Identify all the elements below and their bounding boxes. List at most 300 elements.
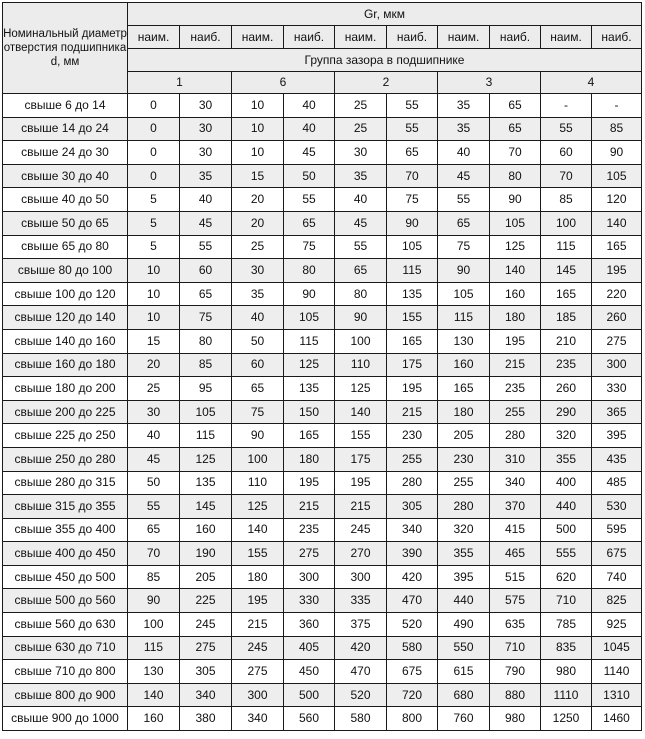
table-row — [3, 518, 642, 542]
min-value-cell: 130 — [438, 329, 490, 353]
max-value-cell: 65 — [490, 94, 541, 118]
table-row — [3, 589, 642, 613]
min-value-cell: 185 — [541, 306, 592, 330]
max-value-cell: 140 — [592, 211, 642, 235]
max-value-cell: 195 — [592, 259, 642, 283]
max-value-cell: 35 — [180, 164, 232, 188]
min-header: наим. — [438, 26, 490, 49]
min-value-cell: 20 — [232, 188, 284, 212]
min-value-cell: 395 — [438, 565, 490, 589]
max-value-cell: 90 — [387, 211, 438, 235]
min-value-cell: 20 — [128, 353, 180, 377]
max-value-cell: 105 — [180, 400, 232, 424]
min-value-cell: 115 — [438, 306, 490, 330]
max-value-cell: 195 — [284, 471, 335, 495]
min-value-cell: 710 — [541, 589, 592, 613]
max-value-cell: 165 — [387, 329, 438, 353]
diameter-range-cell: свыше 500 до 560 — [3, 589, 128, 613]
min-value-cell: 105 — [438, 282, 490, 306]
min-value-cell: 180 — [232, 565, 284, 589]
diameter-range-cell: свыше 140 до 160 — [3, 329, 128, 353]
max-value-cell: 145 — [180, 495, 232, 519]
min-value-cell: 50 — [128, 471, 180, 495]
table-row — [3, 542, 642, 566]
max-value-cell: 710 — [490, 636, 541, 660]
max-value-cell: 160 — [180, 518, 232, 542]
min-value-cell: 760 — [438, 707, 490, 731]
max-value-cell: 675 — [592, 542, 642, 566]
max-value-cell: 520 — [387, 613, 438, 637]
min-value-cell: 155 — [335, 424, 387, 448]
max-value-cell: 70 — [387, 164, 438, 188]
max-value-cell: 175 — [387, 353, 438, 377]
max-value-cell: 245 — [180, 613, 232, 637]
min-value-cell: 65 — [232, 377, 284, 401]
diameter-range-cell: свыше 65 до 80 — [3, 235, 128, 259]
max-value-cell: 230 — [387, 424, 438, 448]
max-value-cell: 405 — [284, 636, 335, 660]
min-value-cell: 420 — [335, 636, 387, 660]
min-value-cell: 340 — [232, 707, 284, 731]
max-value-cell: 675 — [387, 660, 438, 684]
max-value-cell: 65 — [387, 141, 438, 165]
min-value-cell: 45 — [335, 211, 387, 235]
min-header: наим. — [128, 26, 180, 49]
max-value-cell: 800 — [387, 707, 438, 731]
max-value-cell: 125 — [490, 235, 541, 259]
min-value-cell: 45 — [438, 164, 490, 188]
diameter-range-cell: свыше 200 до 225 — [3, 400, 128, 424]
diameter-range-cell: свыше 800 до 900 — [3, 683, 128, 707]
min-value-cell: 65 — [128, 518, 180, 542]
min-value-cell: 90 — [438, 259, 490, 283]
min-value-cell: 15 — [128, 329, 180, 353]
max-value-cell: 560 — [284, 707, 335, 731]
min-value-cell: 90 — [335, 306, 387, 330]
min-value-cell: 320 — [438, 518, 490, 542]
min-value-cell: 1250 — [541, 707, 592, 731]
table-header — [3, 3, 642, 94]
table-row — [3, 683, 642, 707]
min-value-cell: 70 — [128, 542, 180, 566]
max-value-cell: 465 — [490, 542, 541, 566]
max-value-cell: 515 — [490, 565, 541, 589]
min-value-cell: 25 — [128, 377, 180, 401]
max-value-cell: 380 — [180, 707, 232, 731]
max-value-cell: 95 — [180, 377, 232, 401]
min-value-cell: 10 — [232, 117, 284, 141]
max-value-cell: 720 — [387, 683, 438, 707]
min-value-cell: 85 — [128, 565, 180, 589]
min-value-cell: 835 — [541, 636, 592, 660]
max-value-cell: 90 — [284, 282, 335, 306]
min-value-cell: 980 — [541, 660, 592, 684]
min-value-cell: 35 — [438, 94, 490, 118]
max-value-cell: 530 — [592, 495, 642, 519]
min-value-cell: 620 — [541, 565, 592, 589]
max-value-cell: 595 — [592, 518, 642, 542]
diameter-range-cell: свыше 180 до 200 — [3, 377, 128, 401]
max-value-cell: 135 — [180, 471, 232, 495]
diameter-range-cell: свыше 450 до 500 — [3, 565, 128, 589]
max-value-cell: 60 — [180, 259, 232, 283]
min-header: наим. — [335, 26, 387, 49]
max-value-cell: 75 — [284, 235, 335, 259]
min-value-cell: 160 — [128, 707, 180, 731]
group-4-header: 4 — [541, 72, 642, 94]
min-value-cell: 100 — [335, 329, 387, 353]
group-2-header: 2 — [335, 72, 438, 94]
min-value-cell: 10 — [128, 259, 180, 283]
min-value-cell: 500 — [541, 518, 592, 542]
min-value-cell: 400 — [541, 471, 592, 495]
table-row — [3, 447, 642, 471]
max-value-cell: 65 — [490, 117, 541, 141]
max-value-cell: 80 — [284, 259, 335, 283]
min-value-cell: 30 — [232, 259, 284, 283]
min-header: наим. — [541, 26, 592, 49]
min-value-cell: 25 — [335, 94, 387, 118]
max-value-cell: 275 — [592, 329, 642, 353]
min-value-cell: 25 — [232, 235, 284, 259]
max-value-cell: 45 — [180, 211, 232, 235]
diameter-range-cell: свыше 630 до 710 — [3, 636, 128, 660]
diameter-header: Номинальный диаметр отверстия подшипника d, мм — [3, 3, 128, 94]
max-value-cell: 180 — [284, 447, 335, 471]
max-value-cell: 165 — [592, 235, 642, 259]
min-value-cell: 35 — [438, 117, 490, 141]
min-value-cell: 195 — [335, 471, 387, 495]
table-body — [3, 94, 642, 731]
max-value-cell: 390 — [387, 542, 438, 566]
min-value-cell: 440 — [541, 495, 592, 519]
min-value-cell: 5 — [128, 211, 180, 235]
max-value-cell: 220 — [592, 282, 642, 306]
min-value-cell: 35 — [335, 164, 387, 188]
max-value-cell: 340 — [180, 683, 232, 707]
max-value-cell: 310 — [490, 447, 541, 471]
max-value-cell: 105 — [284, 306, 335, 330]
max-value-cell: 825 — [592, 589, 642, 613]
max-value-cell: 30 — [180, 117, 232, 141]
min-value-cell: 5 — [128, 188, 180, 212]
min-value-cell: 550 — [438, 636, 490, 660]
min-value-cell: 300 — [335, 565, 387, 589]
max-value-cell: 75 — [387, 188, 438, 212]
max-value-cell: 80 — [490, 164, 541, 188]
min-value-cell: 215 — [232, 613, 284, 637]
max-value-cell: 980 — [490, 707, 541, 731]
min-value-cell: 115 — [541, 235, 592, 259]
min-value-cell: 10 — [232, 141, 284, 165]
max-value-cell: 215 — [490, 353, 541, 377]
table-row — [3, 141, 642, 165]
min-value-cell: 125 — [335, 377, 387, 401]
min-value-cell: 20 — [232, 211, 284, 235]
table-row — [3, 613, 642, 637]
min-value-cell: 490 — [438, 613, 490, 637]
min-value-cell: 210 — [541, 329, 592, 353]
min-value-cell: 55 — [128, 495, 180, 519]
diameter-range-cell: свыше 710 до 800 — [3, 660, 128, 684]
min-value-cell: 55 — [335, 235, 387, 259]
max-value-cell: 125 — [284, 353, 335, 377]
max-value-cell: 330 — [592, 377, 642, 401]
min-value-cell: 680 — [438, 683, 490, 707]
min-value-cell: 140 — [232, 518, 284, 542]
max-value-cell: 485 — [592, 471, 642, 495]
max-value-cell: 30 — [180, 94, 232, 118]
table-row — [3, 211, 642, 235]
min-value-cell: 5 — [128, 235, 180, 259]
min-value-cell: 180 — [438, 400, 490, 424]
min-value-cell: 355 — [541, 447, 592, 471]
min-value-cell: 205 — [438, 424, 490, 448]
max-value-cell: 105 — [387, 235, 438, 259]
table-row — [3, 400, 642, 424]
max-value-cell: 275 — [180, 636, 232, 660]
max-value-cell: 135 — [387, 282, 438, 306]
max-value-cell: 75 — [180, 306, 232, 330]
diameter-range-cell: свыше 120 до 140 — [3, 306, 128, 330]
diameter-range-cell: свыше 280 до 315 — [3, 471, 128, 495]
min-value-cell: 70 — [541, 164, 592, 188]
max-value-cell: 55 — [284, 188, 335, 212]
min-value-cell: 165 — [541, 282, 592, 306]
max-value-cell: 85 — [180, 353, 232, 377]
max-value-cell: 155 — [387, 306, 438, 330]
min-value-cell: 335 — [335, 589, 387, 613]
max-value-cell: 925 — [592, 613, 642, 637]
table-row — [3, 282, 642, 306]
table-row — [3, 565, 642, 589]
min-value-cell: 160 — [438, 353, 490, 377]
max-value-cell: 115 — [180, 424, 232, 448]
diameter-range-cell: свыше 560 до 630 — [3, 613, 128, 637]
max-value-cell: 40 — [284, 94, 335, 118]
diameter-range-cell: свыше 50 до 65 — [3, 211, 128, 235]
max-value-cell: 1140 — [592, 660, 642, 684]
min-value-cell: 45 — [128, 447, 180, 471]
max-value-cell: 135 — [284, 377, 335, 401]
table-row — [3, 259, 642, 283]
min-value-cell: 90 — [128, 589, 180, 613]
max-value-cell: 105 — [592, 164, 642, 188]
max-value-cell: 85 — [592, 117, 642, 141]
min-value-cell: 130 — [128, 660, 180, 684]
min-value-cell: 320 — [541, 424, 592, 448]
max-value-cell: 80 — [180, 329, 232, 353]
max-value-cell: 45 — [284, 141, 335, 165]
max-value-cell: 50 — [284, 164, 335, 188]
table-row — [3, 117, 642, 141]
diameter-range-cell: свыше 6 до 14 — [3, 94, 128, 118]
min-value-cell: 155 — [232, 542, 284, 566]
max-value-cell: 190 — [180, 542, 232, 566]
max-value-cell: 370 — [490, 495, 541, 519]
min-value-cell: 245 — [335, 518, 387, 542]
max-value-cell: 255 — [490, 400, 541, 424]
min-value-cell: 520 — [335, 683, 387, 707]
min-value-cell: 110 — [335, 353, 387, 377]
max-value-cell: 330 — [284, 589, 335, 613]
max-value-cell: 70 — [490, 141, 541, 165]
min-value-cell: 100 — [232, 447, 284, 471]
max-value-cell: 1310 — [592, 683, 642, 707]
max-value-cell: 55 — [180, 235, 232, 259]
min-value-cell: 40 — [438, 141, 490, 165]
max-value-cell: 1045 — [592, 636, 642, 660]
max-value-cell: 580 — [387, 636, 438, 660]
max-value-cell: 1460 — [592, 707, 642, 731]
table-row — [3, 164, 642, 188]
min-value-cell: 75 — [438, 235, 490, 259]
max-value-cell: 435 — [592, 447, 642, 471]
table-row — [3, 329, 642, 353]
max-value-cell: 340 — [387, 518, 438, 542]
min-value-cell: 100 — [541, 211, 592, 235]
min-value-cell: 90 — [232, 424, 284, 448]
diameter-range-cell: свыше 250 до 280 — [3, 447, 128, 471]
min-value-cell: 60 — [541, 141, 592, 165]
max-value-cell: 55 — [387, 94, 438, 118]
min-value-cell: 60 — [232, 353, 284, 377]
min-header: наим. — [232, 26, 284, 49]
min-value-cell: 230 — [438, 447, 490, 471]
min-value-cell: 260 — [541, 377, 592, 401]
diameter-range-cell: свыше 80 до 100 — [3, 259, 128, 283]
min-value-cell: 0 — [128, 164, 180, 188]
min-value-cell: 65 — [335, 259, 387, 283]
min-value-cell: 140 — [128, 683, 180, 707]
max-value-cell: 790 — [490, 660, 541, 684]
max-value-cell: 30 — [180, 141, 232, 165]
max-value-cell: 40 — [180, 188, 232, 212]
min-value-cell: 275 — [232, 660, 284, 684]
min-value-cell: 290 — [541, 400, 592, 424]
table-row — [3, 424, 642, 448]
min-value-cell: 255 — [438, 471, 490, 495]
min-value-cell: 145 — [541, 259, 592, 283]
max-value-cell: 275 — [284, 542, 335, 566]
min-value-cell: 125 — [232, 495, 284, 519]
max-value-cell: 40 — [284, 117, 335, 141]
min-value-cell: 215 — [335, 495, 387, 519]
max-value-cell: 280 — [490, 424, 541, 448]
max-value-cell: 215 — [387, 400, 438, 424]
max-value-cell: 215 — [284, 495, 335, 519]
min-value-cell: 140 — [335, 400, 387, 424]
max-value-cell: 255 — [387, 447, 438, 471]
max-value-cell: - — [592, 94, 642, 118]
max-value-cell: 635 — [490, 613, 541, 637]
min-value-cell: 245 — [232, 636, 284, 660]
max-value-cell: 235 — [490, 377, 541, 401]
max-value-cell: 65 — [180, 282, 232, 306]
gr-header: Gr, мкм — [128, 3, 642, 26]
max-value-cell: 365 — [592, 400, 642, 424]
max-value-cell: 740 — [592, 565, 642, 589]
max-value-cell: 300 — [284, 565, 335, 589]
min-value-cell: 10 — [232, 94, 284, 118]
table-row — [3, 188, 642, 212]
max-value-cell: 205 — [180, 565, 232, 589]
max-value-cell: 340 — [490, 471, 541, 495]
max-value-cell: 90 — [592, 141, 642, 165]
max-header: наиб. — [490, 26, 541, 49]
min-value-cell: 55 — [541, 117, 592, 141]
min-value-cell: 280 — [438, 495, 490, 519]
min-value-cell: 355 — [438, 542, 490, 566]
max-value-cell: 415 — [490, 518, 541, 542]
min-value-cell: 50 — [232, 329, 284, 353]
max-value-cell: 500 — [284, 683, 335, 707]
table-row — [3, 660, 642, 684]
diameter-range-cell: свыше 14 до 24 — [3, 117, 128, 141]
max-value-cell: 150 — [284, 400, 335, 424]
max-value-cell: 115 — [284, 329, 335, 353]
diameter-range-cell: свыше 40 до 50 — [3, 188, 128, 212]
diameter-range-cell: свыше 100 до 120 — [3, 282, 128, 306]
max-value-cell: 180 — [490, 306, 541, 330]
min-value-cell: 85 — [541, 188, 592, 212]
clearance-table — [2, 2, 642, 731]
min-value-cell: 175 — [335, 447, 387, 471]
min-value-cell: 0 — [128, 117, 180, 141]
max-header: наиб. — [284, 26, 335, 49]
min-value-cell: 40 — [335, 188, 387, 212]
table-row — [3, 707, 642, 731]
min-value-cell: - — [541, 94, 592, 118]
max-header: наиб. — [180, 26, 232, 49]
table-row — [3, 353, 642, 377]
min-value-cell: 580 — [335, 707, 387, 731]
diameter-range-cell: свыше 315 до 355 — [3, 495, 128, 519]
max-value-cell: 195 — [490, 329, 541, 353]
max-value-cell: 880 — [490, 683, 541, 707]
max-header: наиб. — [387, 26, 438, 49]
group-1-header: 1 — [128, 72, 232, 94]
max-value-cell: 55 — [387, 117, 438, 141]
max-value-cell: 300 — [592, 353, 642, 377]
min-value-cell: 75 — [232, 400, 284, 424]
max-value-cell: 140 — [490, 259, 541, 283]
min-value-cell: 785 — [541, 613, 592, 637]
min-value-cell: 40 — [232, 306, 284, 330]
min-value-cell: 470 — [335, 660, 387, 684]
min-value-cell: 80 — [335, 282, 387, 306]
diameter-range-cell: свыше 24 до 30 — [3, 141, 128, 165]
min-value-cell: 30 — [335, 141, 387, 165]
min-value-cell: 270 — [335, 542, 387, 566]
max-value-cell: 305 — [387, 495, 438, 519]
max-value-cell: 280 — [387, 471, 438, 495]
max-value-cell: 575 — [490, 589, 541, 613]
max-value-cell: 195 — [387, 377, 438, 401]
max-value-cell: 470 — [387, 589, 438, 613]
table-row — [3, 377, 642, 401]
min-value-cell: 10 — [128, 282, 180, 306]
min-value-cell: 35 — [232, 282, 284, 306]
max-value-cell: 90 — [490, 188, 541, 212]
diameter-range-cell: свыше 160 до 180 — [3, 353, 128, 377]
max-value-cell: 450 — [284, 660, 335, 684]
min-value-cell: 555 — [541, 542, 592, 566]
group-3-header: 3 — [438, 72, 541, 94]
table-row — [3, 495, 642, 519]
max-value-cell: 360 — [284, 613, 335, 637]
min-value-cell: 115 — [128, 636, 180, 660]
